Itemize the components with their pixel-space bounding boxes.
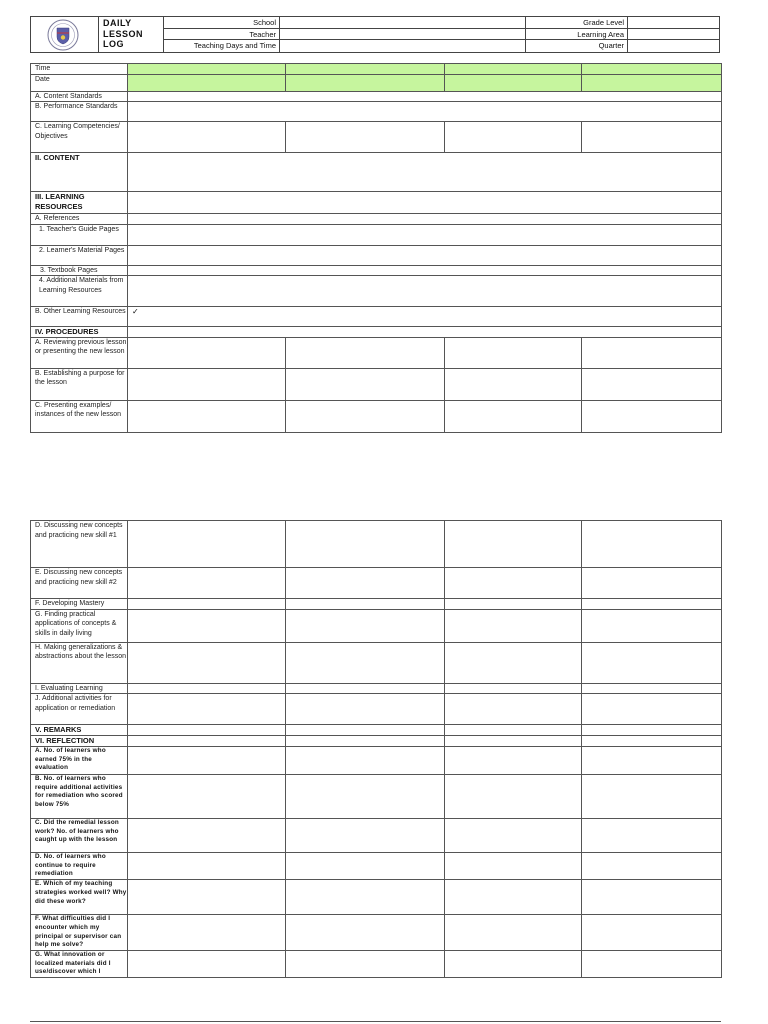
grade-level-label: Grade Level [526, 17, 628, 28]
procedure-cell[interactable] [445, 609, 582, 642]
additional-materials-cell[interactable] [128, 276, 722, 307]
procedure-a-label: A. Reviewing previous lesson or presenting the new lesson [31, 337, 128, 368]
reflection-a-label: A. No. of learners who earned 75% in the evaluation [31, 747, 128, 775]
table-row [31, 609, 722, 642]
title-line-3: LOG [103, 39, 124, 49]
procedure-cell[interactable] [582, 642, 722, 683]
procedure-cell[interactable] [128, 368, 286, 400]
remarks-heading: V. REMARKS [31, 725, 128, 736]
other-resources-cell[interactable] [128, 307, 722, 327]
table-row [31, 880, 722, 915]
school-field[interactable] [280, 17, 525, 28]
lesson-log-table-page-2 [30, 520, 722, 978]
content-cell[interactable] [128, 153, 722, 192]
table-row [31, 950, 722, 977]
table-row [31, 192, 722, 214]
reflection-cell[interactable] [128, 950, 286, 977]
procedure-cell[interactable] [128, 568, 286, 599]
procedure-cell[interactable] [582, 400, 722, 432]
lesson-log-table-page-1 [30, 63, 722, 433]
reflection-cell[interactable] [286, 853, 445, 880]
reflection-cell[interactable] [582, 819, 722, 853]
table-row [31, 122, 722, 153]
logo-cell [31, 17, 99, 52]
table-row [31, 327, 722, 338]
reflection-c-label: C. Did the remedial lesson work? No. of learners who caught up with the lesson [31, 819, 128, 853]
references-cell[interactable] [128, 214, 722, 225]
reflection-cell[interactable] [582, 950, 722, 977]
teaching-days-label: Teaching Days and Time [164, 40, 280, 52]
reflection-cell[interactable] [582, 775, 722, 819]
procedure-cell[interactable] [128, 337, 286, 368]
procedure-cell[interactable] [582, 521, 722, 568]
time-cell[interactable] [286, 64, 445, 75]
procedure-cell[interactable] [286, 694, 445, 725]
date-cell[interactable] [582, 74, 722, 91]
table-row [31, 64, 722, 75]
content-section-heading: II. CONTENT [31, 153, 128, 192]
remarks-cell[interactable] [286, 725, 445, 736]
procedure-cell[interactable] [445, 599, 582, 610]
procedure-cell[interactable] [286, 368, 445, 400]
reflection-b-label: B. No. of learners who require additional activities for remediation who scored below 75% [31, 775, 128, 819]
content-standards-cell[interactable] [128, 91, 722, 102]
school-label: School [164, 17, 280, 28]
learning-area-field[interactable] [628, 29, 719, 40]
procedure-cell[interactable] [286, 642, 445, 683]
table-row [31, 368, 722, 400]
reflection-cell[interactable] [582, 736, 722, 747]
learners-material-label: 2. Learner's Material Pages [31, 245, 128, 265]
date-cell[interactable] [286, 74, 445, 91]
reflection-cell[interactable] [286, 819, 445, 853]
procedure-cell[interactable] [445, 642, 582, 683]
teaching-days-field[interactable] [280, 40, 525, 52]
procedure-h-label: H. Making generalizations & abstractions about the lesson [31, 642, 128, 683]
table-row [31, 736, 722, 747]
table-row [31, 642, 722, 683]
date-cell[interactable] [128, 74, 286, 91]
procedure-cell[interactable] [286, 337, 445, 368]
table-row [31, 400, 722, 432]
other-resources-label: B. Other Learning Resources [31, 307, 128, 327]
references-label: A. References [31, 214, 128, 225]
reflection-cell[interactable] [445, 880, 582, 915]
table-row [31, 775, 722, 819]
reflection-cell[interactable] [582, 880, 722, 915]
reflection-cell[interactable] [582, 747, 722, 775]
competencies-cell[interactable] [582, 122, 722, 153]
procedure-c-label: C. Presenting examples/ instances of the new lesson [31, 400, 128, 432]
document-title [99, 17, 164, 52]
procedure-cell[interactable] [582, 337, 722, 368]
procedure-cell[interactable] [286, 400, 445, 432]
time-cell[interactable] [582, 64, 722, 75]
procedure-cell[interactable] [128, 400, 286, 432]
teacher-field[interactable] [280, 29, 525, 40]
remarks-cell[interactable] [445, 725, 582, 736]
time-cell[interactable] [128, 64, 286, 75]
reflection-e-label: E. Which of my teaching strategies worked well? Why did these work? [31, 880, 128, 915]
remarks-cell[interactable] [128, 725, 286, 736]
table-row [31, 599, 722, 610]
quarter-label: Quarter [526, 40, 628, 52]
reflection-cell[interactable] [445, 819, 582, 853]
date-cell[interactable] [445, 74, 582, 91]
learning-resources-cell[interactable] [128, 192, 722, 214]
procedure-cell[interactable] [286, 599, 445, 610]
procedure-g-label: G. Finding practical applications of concepts & skills in daily living [31, 609, 128, 642]
deped-seal-logo [47, 19, 79, 51]
reflection-f-label: F. What difficulties did I encounter which my principal or supervisor can help me solve? [31, 915, 128, 951]
reflection-cell[interactable] [445, 915, 582, 951]
competencies-cell[interactable] [286, 122, 445, 153]
procedure-cell[interactable] [445, 694, 582, 725]
reflection-cell[interactable] [286, 775, 445, 819]
procedure-cell[interactable] [582, 694, 722, 725]
table-row [31, 245, 722, 265]
reflection-cell[interactable] [445, 853, 582, 880]
procedure-j-label: J. Additional activities for application or remediation [31, 694, 128, 725]
procedure-cell[interactable] [445, 568, 582, 599]
remarks-cell[interactable] [582, 725, 722, 736]
table-row [31, 214, 722, 225]
table-row [31, 153, 722, 192]
grade-info-block [526, 17, 719, 52]
reflection-cell[interactable] [445, 736, 582, 747]
table-row [31, 747, 722, 775]
reflection-cell[interactable] [286, 915, 445, 951]
table-row [31, 307, 722, 327]
procedure-cell[interactable] [128, 642, 286, 683]
title-line-1: DAILY [103, 18, 132, 28]
grade-level-field[interactable] [628, 17, 719, 28]
procedure-cell[interactable] [445, 683, 582, 694]
time-label: Time [31, 64, 128, 75]
reflection-cell[interactable] [445, 950, 582, 977]
reflection-cell[interactable] [286, 950, 445, 977]
procedure-cell[interactable] [286, 521, 445, 568]
reflection-cell[interactable] [128, 853, 286, 880]
table-row [31, 915, 722, 951]
school-info-block [164, 17, 526, 52]
reflection-cell[interactable] [286, 747, 445, 775]
procedure-cell[interactable] [128, 609, 286, 642]
procedures-heading: IV. PROCEDURES [31, 327, 128, 338]
table-row [31, 102, 722, 122]
date-label: Date [31, 74, 128, 91]
procedure-cell[interactable] [445, 400, 582, 432]
reflection-cell[interactable] [445, 747, 582, 775]
table-row [31, 337, 722, 368]
procedure-cell[interactable] [128, 599, 286, 610]
table-row [31, 74, 722, 91]
reflection-cell[interactable] [286, 880, 445, 915]
reflection-cell[interactable] [582, 915, 722, 951]
performance-standards-label: B. Performance Standards [31, 102, 128, 122]
learning-resources-heading: III. LEARNING RESOURCES [31, 192, 128, 214]
table-row [31, 694, 722, 725]
table-row [31, 276, 722, 307]
performance-standards-cell[interactable] [128, 102, 722, 122]
content-standards-label: A. Content Standards [31, 91, 128, 102]
table-row [31, 819, 722, 853]
procedure-cell[interactable] [286, 568, 445, 599]
teachers-guide-cell[interactable] [128, 224, 722, 245]
table-row [31, 91, 722, 102]
procedure-b-label: B. Establishing a purpose for the lesson [31, 368, 128, 400]
time-cell[interactable] [445, 64, 582, 75]
learners-material-cell[interactable] [128, 245, 722, 265]
procedure-cell[interactable] [445, 368, 582, 400]
competencies-cell[interactable] [128, 122, 286, 153]
reflection-cell[interactable] [128, 775, 286, 819]
teacher-label: Teacher [164, 29, 280, 40]
check-mark-icon: ✓ [132, 307, 139, 316]
reflection-d-label: D. No. of learners who continue to require remediation [31, 853, 128, 880]
procedure-cell[interactable] [445, 521, 582, 568]
reflection-g-label: G. What innovation or localized materials did I use/discover which I [31, 950, 128, 977]
procedure-cell[interactable] [582, 609, 722, 642]
reflection-cell[interactable] [128, 915, 286, 951]
textbook-pages-label: 3. Textbook Pages [31, 265, 128, 276]
reflection-cell[interactable] [445, 775, 582, 819]
learning-area-label: Learning Area [526, 29, 628, 40]
quarter-field[interactable] [628, 40, 719, 52]
table-row [31, 568, 722, 599]
reflection-cell[interactable] [128, 736, 286, 747]
table-row [31, 853, 722, 880]
header-table [30, 16, 720, 53]
reflection-cell[interactable] [128, 819, 286, 853]
textbook-pages-cell[interactable] [128, 265, 722, 276]
title-line-2: LESSON [103, 28, 144, 39]
procedure-cell[interactable] [286, 609, 445, 642]
additional-materials-label: 4. Additional Materials from Learning Resources [31, 276, 128, 307]
procedure-cell[interactable] [582, 568, 722, 599]
teachers-guide-label: 1. Teacher's Guide Pages [31, 224, 128, 245]
reflection-cell[interactable] [582, 853, 722, 880]
learning-competencies-label: C. Learning Competencies/ Objectives [31, 122, 128, 153]
procedure-e-label: E. Discussing new concepts and practicing new skill #2 [31, 568, 128, 599]
procedure-cell[interactable] [128, 521, 286, 568]
procedure-i-label: I. Evaluating Learning [31, 683, 128, 694]
table-row [31, 521, 722, 568]
table-row [31, 224, 722, 245]
procedure-d-label: D. Discussing new concepts and practicing new skill #1 [31, 521, 128, 568]
procedure-cell[interactable] [128, 683, 286, 694]
procedure-cell[interactable] [128, 694, 286, 725]
procedure-cell[interactable] [286, 683, 445, 694]
procedure-cell[interactable] [582, 599, 722, 610]
reflection-heading: VI. REFLECTION [31, 736, 128, 747]
reflection-cell[interactable] [286, 736, 445, 747]
procedure-f-label: F. Developing Mastery [31, 599, 128, 610]
table-row [31, 683, 722, 694]
procedure-cell[interactable] [582, 368, 722, 400]
procedure-cell[interactable] [445, 337, 582, 368]
reflection-cell[interactable] [128, 880, 286, 915]
table-row [31, 725, 722, 736]
procedures-cell[interactable] [128, 327, 722, 338]
competencies-cell[interactable] [445, 122, 582, 153]
reflection-cell[interactable] [128, 747, 286, 775]
table-row [31, 265, 722, 276]
procedure-cell[interactable] [582, 683, 722, 694]
